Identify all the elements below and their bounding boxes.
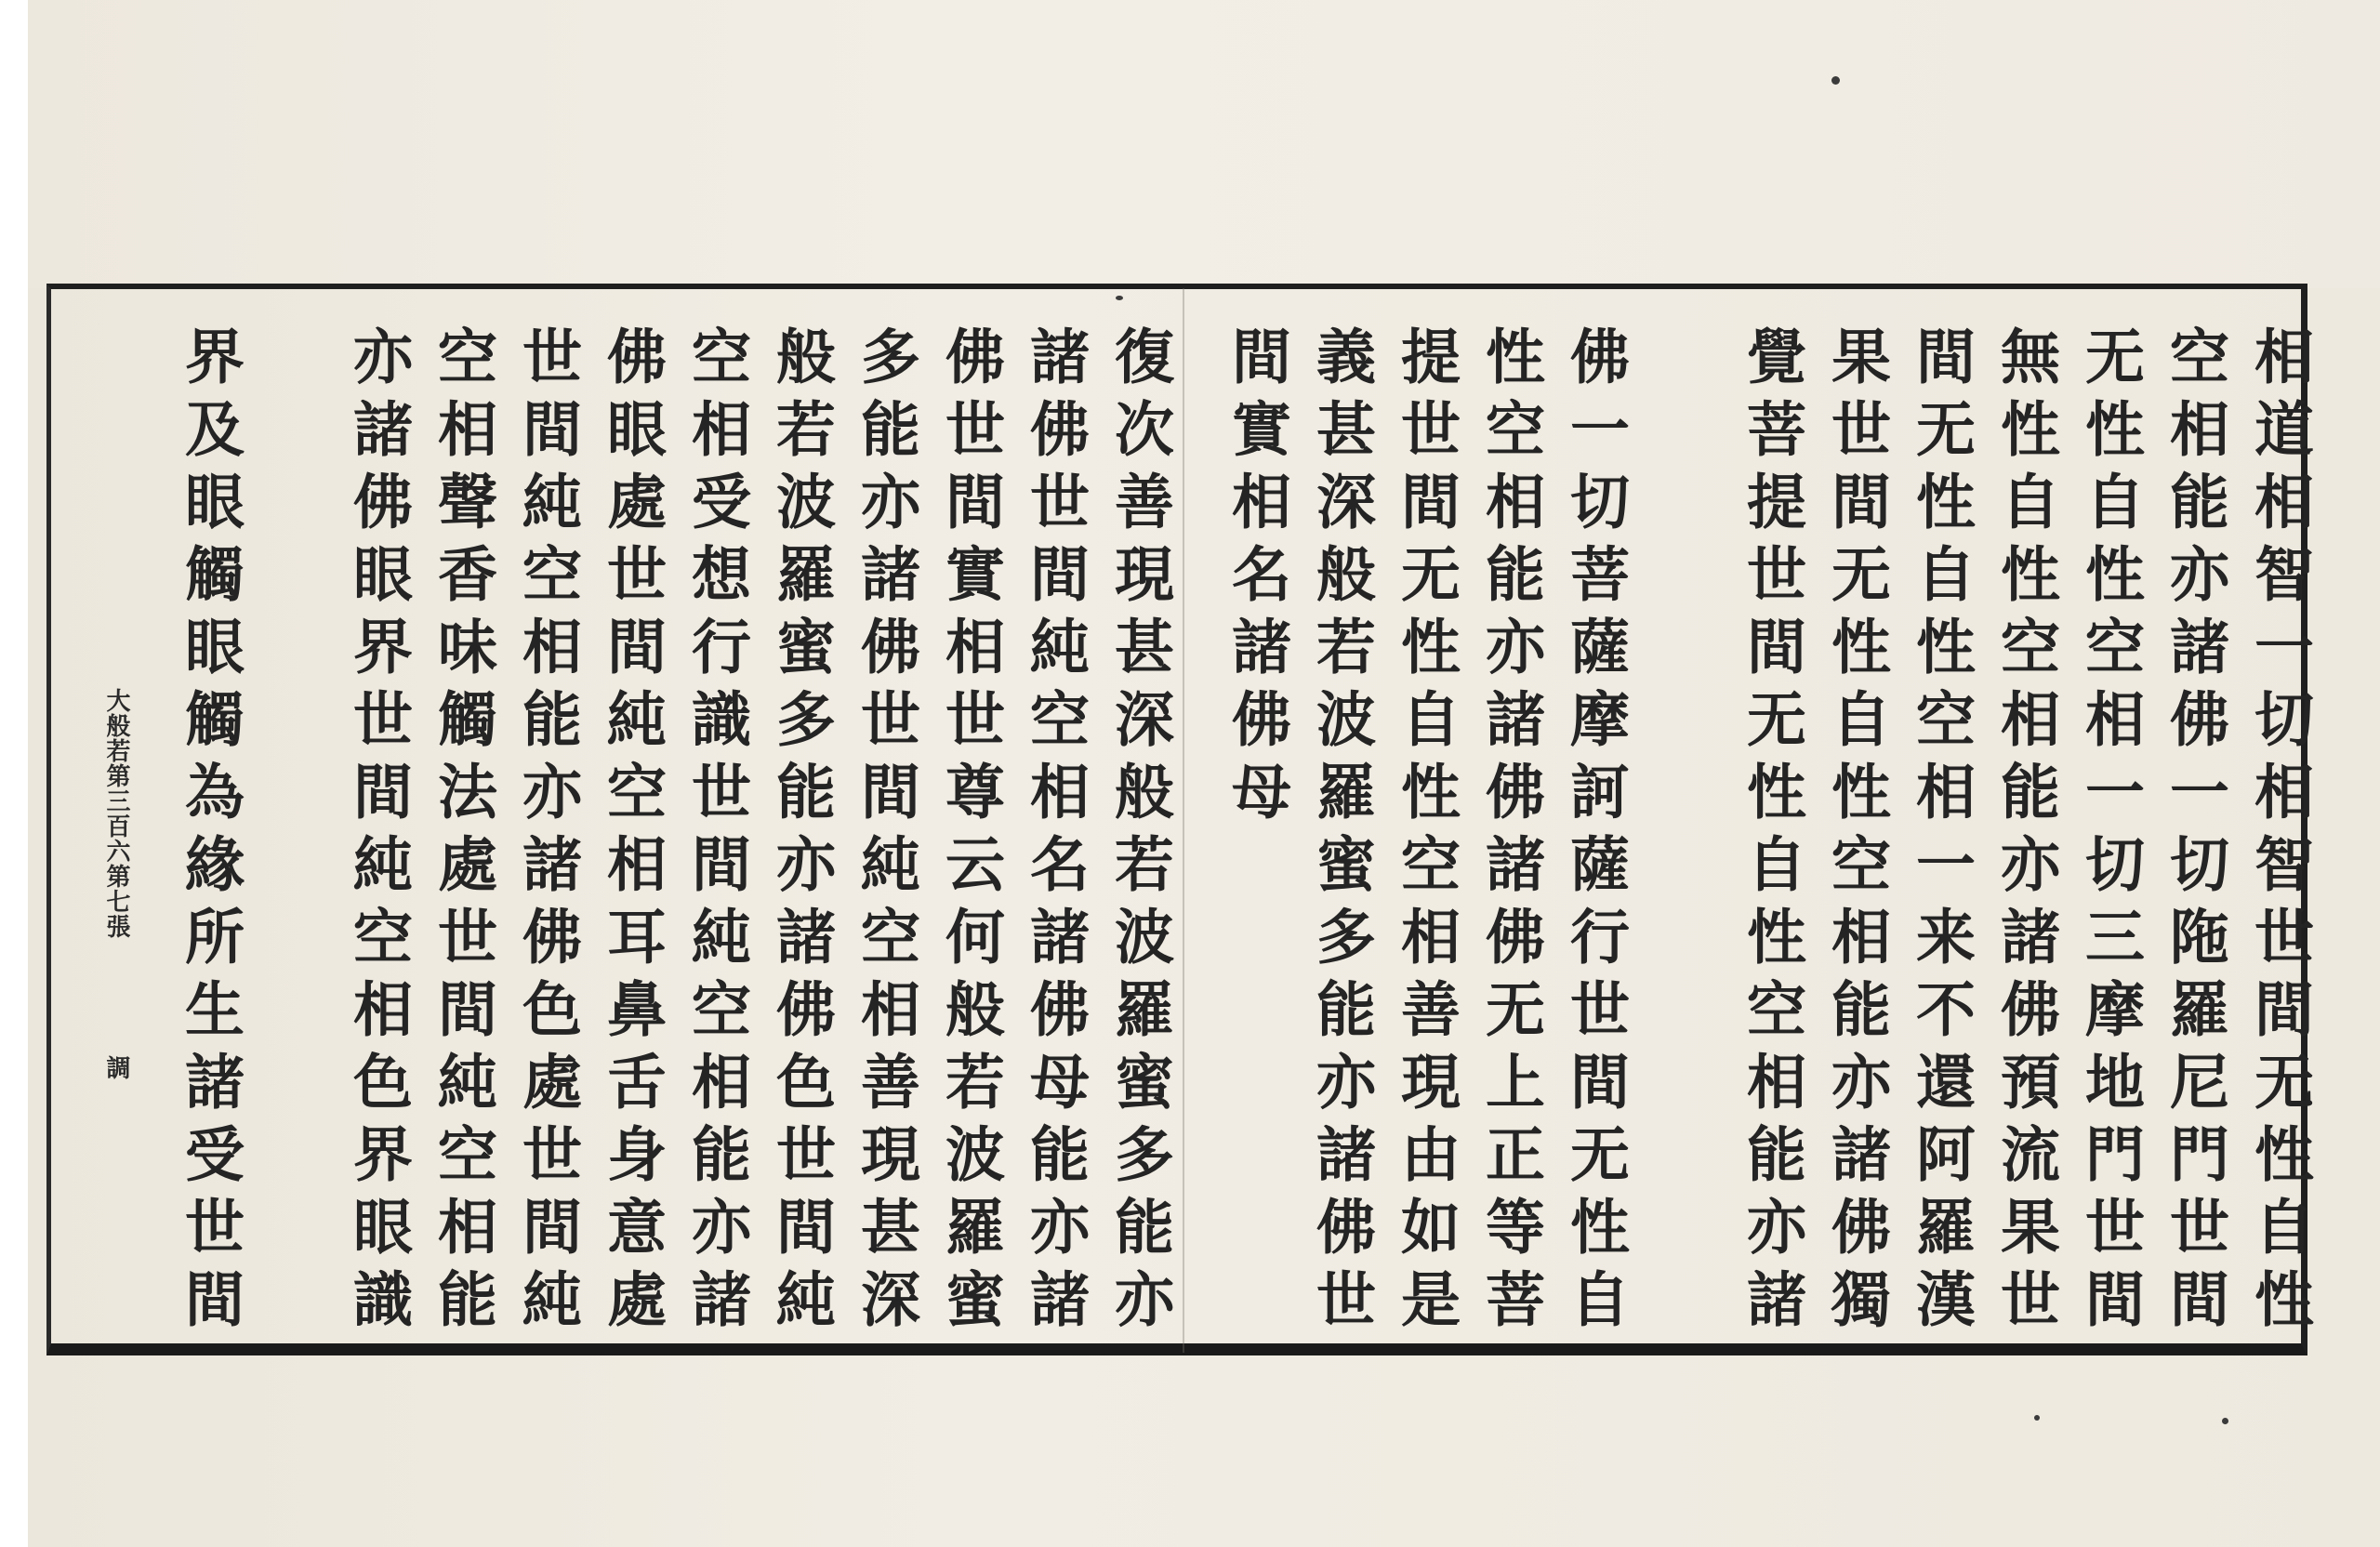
text-column: 間實相名諸佛母 [1222, 325, 1291, 833]
text-column: 諸佛世間純空相名諸佛母能亦諸 [1020, 325, 1090, 1341]
text-column: 相道相智一切相智世間无性自性 [2244, 325, 2314, 1341]
text-column: 空相受想行識世間純空相能亦諸 [681, 325, 751, 1341]
text-column: 空相聲香味觸法處世間純空相能 [428, 325, 497, 1341]
text-column: 性空相能亦諸佛諸佛无上正等菩 [1475, 325, 1545, 1341]
text-column: 果世間无性自性空相能亦諸佛獨 [1821, 325, 1891, 1341]
text-column: 義甚深般若波羅蜜多能亦諸佛世 [1306, 325, 1376, 1341]
folio-marginal-note: 大般若第三百六第七張 [102, 688, 130, 939]
text-column: 間无性自性空相一来不還阿羅漢 [1906, 325, 1976, 1341]
text-column: 佛世間實相世尊云何般若波羅蜜 [935, 325, 1005, 1341]
ink-speck [1831, 76, 1840, 85]
text-column: 佛眼處世間純空相耳鼻舌身意處 [597, 325, 667, 1341]
text-column: 無性自性空相能亦諸佛預流果世 [1990, 325, 2060, 1341]
paper-upper-margin [28, 0, 2380, 288]
carver-marginal-note: 調 [102, 1055, 130, 1079]
text-column: 復次善現甚深般若波羅蜜多能亦 [1104, 325, 1174, 1341]
text-column: 覺菩提世間无性自性空相能亦諸 [1737, 325, 1806, 1341]
ink-speck [2222, 1418, 2228, 1424]
text-column: 多能亦諸佛世間純空相善現甚深 [851, 325, 920, 1341]
fold-line [1183, 288, 1184, 1353]
text-column: 佛一切菩薩摩訶薩行世間无性自 [1560, 325, 1630, 1341]
text-column: 空相能亦諸佛一切陁羅尼門世間 [2160, 325, 2229, 1341]
text-column: 界及眼觸眼觸為緣所生諸受世間 [175, 325, 245, 1341]
text-column: 般若波羅蜜多能亦諸佛色世間純 [766, 325, 836, 1341]
text-column: 世間純空相能亦諸佛色處世間純 [512, 325, 582, 1341]
text-column: 无性自性空相一切三摩地門世間 [2075, 325, 2145, 1341]
text-column: 亦諸佛眼界世間純空相色界眼識 [343, 325, 413, 1341]
ink-speck [2034, 1415, 2040, 1421]
text-column: 提世間无性自性空相善現由如是 [1391, 325, 1461, 1341]
